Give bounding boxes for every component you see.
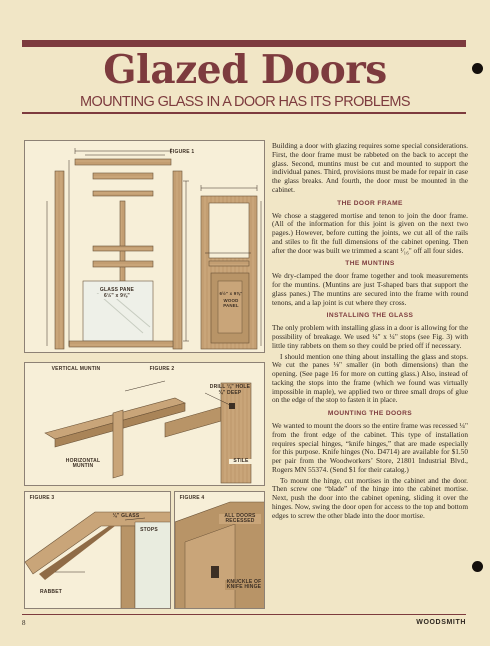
muntins-paragraph: We dry-clamped the door frame together and took measurements for the muntins. (Muntins are just T-shaped bars that support the glass panes.) The muntins are secured into the frame with round tenons, and a lap joint is cut where they cross. xyxy=(272,271,468,307)
door-left-exploded xyxy=(55,159,182,349)
door-right-assembled xyxy=(201,196,257,349)
heading-installing-glass: INSTALLING THE GLASS xyxy=(326,312,414,320)
heading-muntins: THE MUNTINS xyxy=(345,260,395,268)
installing-glass-paragraph-1: The only problem with installing glass in a door is allowing for the possibility of breakage. We used ¼" x ¼" stops (see Fig. 3) with little tiny rabbets on them so they could be pried off if necessary. xyxy=(272,323,468,350)
drill-hole-label: DRILL ⅛" HOLE xyxy=(209,384,251,390)
figure-1-label: FIGURE 1 xyxy=(169,149,195,155)
horizontal-muntin-label: HORIZONTAL MUNTIN xyxy=(65,458,101,469)
page-title: Glazed Doors xyxy=(103,47,387,93)
figure-4-panel xyxy=(174,491,265,609)
figure-4-label: FIGURE 4 xyxy=(179,495,205,501)
figure-3-label: FIGURE 3 xyxy=(29,495,55,501)
glass-label: ⅛" GLASS xyxy=(112,513,140,519)
figure-2-panel xyxy=(24,362,265,486)
page-number: 8 xyxy=(22,619,26,627)
figure-2-label: FIGURE 2 xyxy=(149,366,175,372)
intro-paragraph: Building a door with glazing requires some special considerations. First, the door frame must be rabbeted on the back to accept the glass. Second, muntins must be cut and mounted to support the individual panes. Third, provisions must be made for repair in case the glass breaks. And fourth, the door must be mounted in the cabinet. xyxy=(272,141,468,194)
page-subtitle: MOUNTING GLASS IN A DOOR HAS ITS PROBLEMS xyxy=(80,94,410,110)
glass-pane-label: GLASS PANE xyxy=(89,288,145,293)
article-body xyxy=(272,142,468,522)
figure-1-drawing xyxy=(25,141,265,353)
heading-door-frame: THE DOOR FRAME xyxy=(337,199,403,207)
rabbet-label: RABBET xyxy=(39,589,63,595)
stile-block xyxy=(221,383,251,483)
binder-hole-bottom xyxy=(472,561,483,572)
knuckle-label: KNUCKLE OF KNIFE HINGE xyxy=(226,579,262,590)
mounting-doors-paragraph-2: To mount the hinge, cut mortises in the cabinet and the door. Then screw one “blade” of the hinge into the cabinet mortise. Next, push the door into the cabinet opening, sliding it over the hinges. Now, swing the door open for access to the top and bottom edges to screw the other blade into the door mortise. xyxy=(272,475,468,520)
door-frame-paragraph: We chose a staggered mortise and tenon to join the door frame. (All of the information for this joint is given on the next two pages.) However, before cutting the joints, we cut all of the rails and stiles to fit the full dimensions of the cabinet opening. Then after the door was built we trimmed a scant ¹⁄₁₆" off all four sides. xyxy=(272,210,468,255)
mounting-doors-paragraph-1: We wanted to mount the doors so the entire frame was recessed ¼" from the front edge of the cabinet. This type of installation requires special hinges, “knife hinges,” that are made especially for this purpose. Knife hinges (No. D4714) are available for $1.50 per pair from the Woodworkers’ Store, 21801 Industrial Blvd., Rogers MN 55374. (Send $1 for their catalog.) xyxy=(272,421,468,474)
top-rule xyxy=(22,40,466,47)
stops-label: STOPS xyxy=(137,528,161,533)
stile-label: STILE xyxy=(229,459,253,464)
glass-pane-size: 6½" x 9⅝" xyxy=(89,294,145,299)
installing-glass-paragraph-2: I should mention one thing about installing the glass and stops. We cut the panes ⅛" smaller (in both dimensions) than the opening. (See page 16 for more on cutting glass.) Also, instead of tacking the stops into the frame (which we found was virtually impossible in maple), we applied two or three small drops of glue on the edge of the stop to fasten it in place. xyxy=(272,351,468,405)
wood-panel-size: 6½" x 9⅝" xyxy=(219,291,243,296)
doors-recessed-label: ALL DOORS RECESSED xyxy=(219,514,261,524)
wood-panel-label: WOOD PANEL xyxy=(223,298,239,308)
footer-rule xyxy=(22,614,466,615)
figure-1-panel xyxy=(24,140,265,353)
figure-3-panel xyxy=(24,491,171,609)
drill-depth-label: ¾" DEEP xyxy=(218,390,242,396)
subtitle-rule xyxy=(22,112,466,114)
vertical-muntin-label: VERTICAL MUNTIN xyxy=(51,366,101,372)
heading-mounting-doors: MOUNTING THE DOORS xyxy=(327,410,413,417)
figure-4-drawing xyxy=(175,492,265,609)
footer-brand: WOODSMITH xyxy=(416,619,466,626)
